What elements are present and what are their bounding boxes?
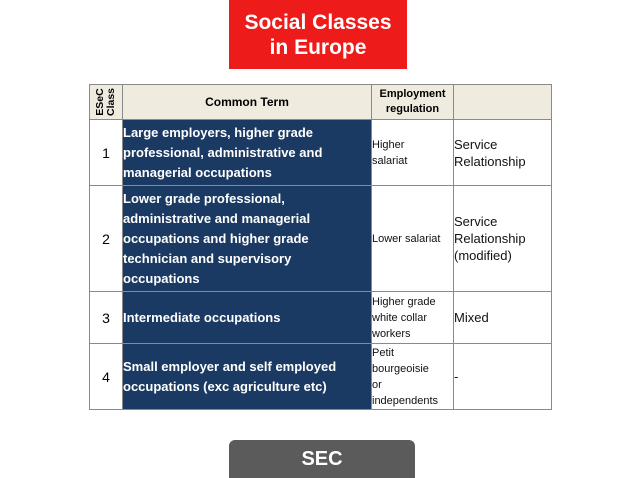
sec-label: SEC: [229, 440, 415, 478]
relationship-line: Service: [454, 136, 498, 152]
employment-regulation-cell: [372, 292, 454, 344]
relationship-line: Relationship: [454, 153, 526, 169]
employment-line: Higher: [372, 138, 405, 151]
employment-line: Lower salariat: [372, 232, 441, 245]
relationship-line: Relationship: [454, 231, 526, 246]
slide-title: [229, 0, 407, 69]
term-line: technician and supervisory: [123, 250, 292, 266]
header-common-term: Common Term: [123, 85, 372, 120]
employment-regulation-cell: [372, 186, 454, 292]
employment-line: independents: [372, 394, 439, 407]
header-employment-line-1: Employment: [379, 88, 446, 100]
relationship-cell: [454, 292, 552, 344]
employment-line: bourgeoisie: [372, 362, 429, 375]
relationship-line: Service: [454, 214, 498, 229]
class-number: 4: [90, 344, 123, 410]
employment-line: Higher grade: [372, 295, 436, 308]
header-esec-class-line-1: ESeC: [94, 88, 106, 116]
common-term-cell: [123, 186, 372, 292]
term-line: administrative and managerial: [123, 210, 311, 226]
employment-regulation-cell: [372, 344, 454, 410]
table-row: [90, 120, 552, 186]
term-line: occupations (exc agriculture etc): [123, 378, 327, 394]
relationship-cell: [454, 344, 552, 410]
class-number: 3: [90, 292, 123, 344]
employment-line: Petit: [372, 346, 395, 359]
table-row: [90, 344, 552, 410]
common-term-cell: [123, 344, 372, 410]
header-relationship: [454, 85, 552, 120]
common-term-cell: [123, 292, 372, 344]
header-esec-class: [90, 85, 123, 120]
relationship-cell: [454, 186, 552, 292]
term-line: Intermediate occupations: [123, 309, 281, 325]
common-term-cell: [123, 120, 372, 186]
header-esec-class-line-2: Class: [105, 87, 117, 117]
term-line: occupations: [123, 270, 200, 286]
employment-line: workers: [372, 327, 411, 340]
relationship-line: (modified): [454, 248, 512, 263]
table-row: [90, 186, 552, 292]
relationship-line: Mixed: [454, 310, 489, 325]
relationship-cell: [454, 120, 552, 186]
employment-line: or: [372, 378, 382, 391]
relationship-line: -: [454, 369, 459, 384]
employment-regulation-cell: [372, 120, 454, 186]
table-row: [90, 292, 552, 344]
table-header-row: [90, 85, 552, 120]
term-line: professional, administrative and: [123, 144, 323, 160]
employment-line: salariat: [372, 154, 408, 167]
term-line: occupations and higher grade: [123, 230, 309, 246]
term-line: Lower grade professional,: [123, 190, 285, 206]
employment-line: white collar: [372, 311, 428, 324]
term-line: Small employer and self employed: [123, 358, 337, 374]
slide-title-line-1: Social Classes: [244, 10, 392, 34]
slide-title-line-2: in Europe: [269, 35, 367, 59]
term-line: managerial occupations: [123, 164, 272, 180]
class-number: 2: [90, 186, 123, 292]
term-line: Large employers, higher grade: [123, 124, 314, 140]
header-employment-line-2: regulation: [385, 103, 440, 115]
social-class-table: [89, 84, 552, 410]
class-number: 1: [90, 120, 123, 186]
header-employment-regulation: [372, 85, 454, 120]
